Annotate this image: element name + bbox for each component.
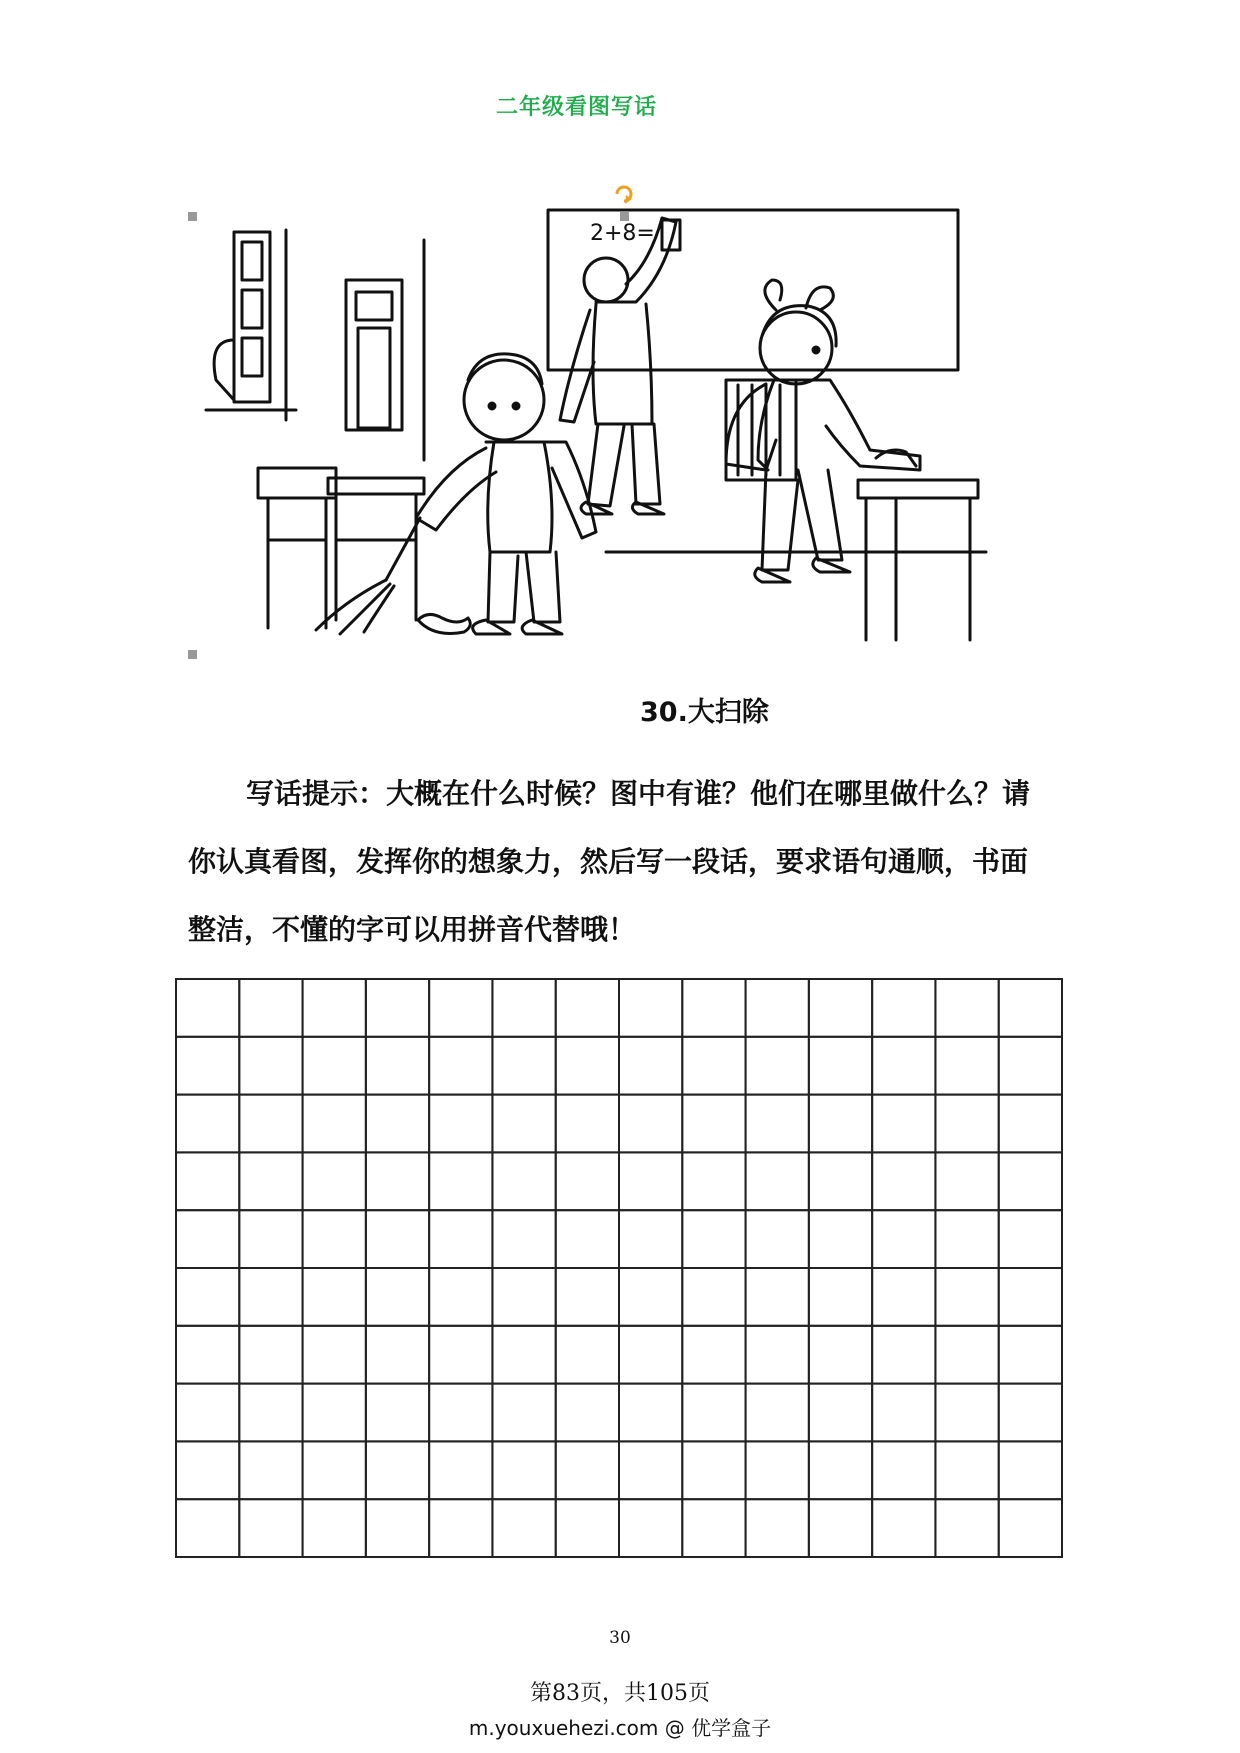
grid-cell[interactable]	[682, 1384, 745, 1442]
selection-handle-bottom-left	[188, 650, 197, 659]
grid-cell[interactable]	[492, 1499, 555, 1557]
grid-cell[interactable]	[619, 1384, 682, 1442]
grid-cell[interactable]	[809, 1095, 872, 1153]
grid-cell[interactable]	[492, 1268, 555, 1326]
classroom-cleaning-illustration	[186, 180, 998, 662]
grid-cell[interactable]	[872, 1268, 935, 1326]
grid-cell[interactable]	[176, 1210, 239, 1268]
grid-cell[interactable]	[682, 979, 745, 1037]
grid-cell[interactable]	[176, 1384, 239, 1442]
grid-cell[interactable]	[492, 1152, 555, 1210]
exercise-title: 30.大扫除	[640, 697, 769, 728]
page-info: 第83页，共105页	[530, 1681, 710, 1706]
grid-cell[interactable]	[619, 979, 682, 1037]
grid-cell[interactable]	[556, 1152, 619, 1210]
page-header: 二年级看图写话	[496, 95, 658, 120]
grid-cell[interactable]	[366, 1326, 429, 1384]
grid-cell[interactable]	[556, 1268, 619, 1326]
grid-cell[interactable]	[556, 1499, 619, 1557]
grid-cell[interactable]	[366, 1384, 429, 1442]
grid-cell[interactable]	[556, 1095, 619, 1153]
grid-cell[interactable]	[999, 1095, 1062, 1153]
prompt-line-2: 你认真看图，发挥你的想象力，然后写一段话，要求语句通顺，书面	[188, 845, 1029, 878]
grid-cell[interactable]	[872, 1384, 935, 1442]
grid-cell[interactable]	[872, 1037, 935, 1095]
grid-cell[interactable]	[239, 1268, 302, 1326]
grid-cell[interactable]	[303, 1210, 366, 1268]
writing-grid[interactable]	[175, 978, 1063, 1558]
grid-cell[interactable]	[999, 1441, 1062, 1499]
grid-cell[interactable]	[872, 1095, 935, 1153]
grid-cell[interactable]	[239, 1441, 302, 1499]
grid-cell[interactable]	[746, 1326, 809, 1384]
grid-cell[interactable]	[746, 1037, 809, 1095]
grid-cell[interactable]	[366, 1499, 429, 1557]
grid-cell[interactable]	[619, 1268, 682, 1326]
grid-cell[interactable]	[682, 1037, 745, 1095]
grid-cell[interactable]	[809, 1384, 872, 1442]
grid-cell[interactable]	[176, 1268, 239, 1326]
grid-cell[interactable]	[303, 1499, 366, 1557]
grid-cell[interactable]	[999, 1326, 1062, 1384]
grid-cell[interactable]	[809, 1210, 872, 1268]
grid-cell[interactable]	[619, 1499, 682, 1557]
grid-cell[interactable]	[619, 1326, 682, 1384]
grid-cell[interactable]	[303, 1152, 366, 1210]
grid-cell[interactable]	[176, 1095, 239, 1153]
grid-cell[interactable]	[239, 1152, 302, 1210]
grid-cell[interactable]	[239, 1326, 302, 1384]
grid-cell[interactable]	[746, 1152, 809, 1210]
grid-cell[interactable]	[429, 1210, 492, 1268]
grid-cell[interactable]	[872, 1441, 935, 1499]
grid-cell[interactable]	[429, 979, 492, 1037]
grid-cell[interactable]	[492, 1441, 555, 1499]
grid-cell[interactable]	[682, 1095, 745, 1153]
grid-cell[interactable]	[809, 979, 872, 1037]
selection-handle-top-left	[188, 212, 197, 221]
grid-cell[interactable]	[935, 1441, 998, 1499]
grid-cell[interactable]	[176, 1326, 239, 1384]
blackboard-text: 2+8=	[590, 221, 655, 246]
grid-cell[interactable]	[556, 1441, 619, 1499]
grid-cell[interactable]	[935, 1326, 998, 1384]
grid-cell[interactable]	[429, 1268, 492, 1326]
grid-cell[interactable]	[303, 979, 366, 1037]
grid-cell[interactable]	[619, 1095, 682, 1153]
grid-cell[interactable]	[682, 1268, 745, 1326]
grid-cell[interactable]	[492, 1210, 555, 1268]
grid-cell[interactable]	[999, 1268, 1062, 1326]
grid-cell[interactable]	[492, 1095, 555, 1153]
grid-cell[interactable]	[746, 1441, 809, 1499]
grid-cell[interactable]	[429, 1095, 492, 1153]
grid-cell[interactable]	[556, 1210, 619, 1268]
grid-cell[interactable]	[809, 1499, 872, 1557]
grid-cell[interactable]	[999, 1384, 1062, 1442]
site-footer: m.youxuehezi.com @ 优学盒子	[468, 1716, 772, 1740]
page-number: 30	[609, 1628, 631, 1648]
grid-cell[interactable]	[935, 1210, 998, 1268]
grid-cell[interactable]	[619, 1210, 682, 1268]
grid-cell[interactable]	[303, 1268, 366, 1326]
prompt-line-3: 整洁，不懂的字可以用拼音代替哦！	[188, 913, 637, 946]
grid-cell[interactable]	[176, 1037, 239, 1095]
grid-cell[interactable]	[935, 1499, 998, 1557]
grid-cell[interactable]	[303, 1384, 366, 1442]
prompt-line-1: 写话提示：大概在什么时候？图中有谁？他们在哪里做什么？请	[246, 777, 1031, 810]
grid-cell[interactable]	[935, 1095, 998, 1153]
grid-cell[interactable]	[619, 1152, 682, 1210]
grid-cell[interactable]	[872, 1499, 935, 1557]
grid-cell[interactable]	[809, 1268, 872, 1326]
grid-cell[interactable]	[492, 1326, 555, 1384]
grid-cell[interactable]	[682, 1326, 745, 1384]
grid-cell[interactable]	[935, 1384, 998, 1442]
grid-cell[interactable]	[809, 1037, 872, 1095]
grid-cell[interactable]	[619, 1441, 682, 1499]
grid-cell[interactable]	[366, 1037, 429, 1095]
grid-cell[interactable]	[746, 1499, 809, 1557]
grid-cell[interactable]	[746, 979, 809, 1037]
grid-cell[interactable]	[746, 1095, 809, 1153]
grid-cell[interactable]	[429, 1499, 492, 1557]
grid-cell[interactable]	[492, 979, 555, 1037]
grid-cell[interactable]	[809, 1441, 872, 1499]
grid-cell[interactable]	[935, 1037, 998, 1095]
rotate-handle-icon	[617, 187, 632, 204]
grid-cell[interactable]	[935, 979, 998, 1037]
grid-cell[interactable]	[429, 1037, 492, 1095]
grid-cell[interactable]	[999, 1499, 1062, 1557]
grid-cell[interactable]	[366, 1095, 429, 1153]
grid-cell[interactable]	[239, 1037, 302, 1095]
grid-cell[interactable]	[239, 1210, 302, 1268]
grid-cell[interactable]	[682, 1499, 745, 1557]
grid-cell[interactable]	[239, 1499, 302, 1557]
grid-cell[interactable]	[746, 1384, 809, 1442]
grid-cell[interactable]	[556, 1326, 619, 1384]
grid-cell[interactable]	[429, 1326, 492, 1384]
selection-handle-top	[620, 212, 629, 221]
grid-cell[interactable]	[303, 1037, 366, 1095]
grid-cell[interactable]	[366, 1268, 429, 1326]
grid-cell[interactable]	[872, 1152, 935, 1210]
grid-cell[interactable]	[303, 1095, 366, 1153]
grid-cell[interactable]	[239, 979, 302, 1037]
grid-cell[interactable]	[809, 1326, 872, 1384]
grid-cell[interactable]	[556, 1384, 619, 1442]
grid-cell[interactable]	[239, 1095, 302, 1153]
grid-cell[interactable]	[366, 1441, 429, 1499]
grid-cell[interactable]	[239, 1384, 302, 1442]
grid-cell[interactable]	[935, 1268, 998, 1326]
writing-prompt	[188, 760, 1058, 964]
grid-cell[interactable]	[556, 1037, 619, 1095]
grid-cell[interactable]	[999, 1210, 1062, 1268]
grid-cell[interactable]	[999, 979, 1062, 1037]
grid-cell[interactable]	[366, 1152, 429, 1210]
grid-cell[interactable]	[872, 1326, 935, 1384]
grid-cell[interactable]	[492, 1384, 555, 1442]
grid-cell[interactable]	[429, 1441, 492, 1499]
grid-cell[interactable]	[619, 1037, 682, 1095]
grid-cell[interactable]	[176, 979, 239, 1037]
grid-cell[interactable]	[746, 1268, 809, 1326]
grid-cell[interactable]	[746, 1210, 809, 1268]
grid-cell[interactable]	[176, 1441, 239, 1499]
grid-cell[interactable]	[176, 1152, 239, 1210]
grid-cell[interactable]	[682, 1210, 745, 1268]
grid-cell[interactable]	[999, 1152, 1062, 1210]
grid-cell[interactable]	[366, 979, 429, 1037]
grid-cell[interactable]	[429, 1152, 492, 1210]
grid-cell[interactable]	[872, 979, 935, 1037]
grid-cell[interactable]	[492, 1037, 555, 1095]
grid-cell[interactable]	[999, 1037, 1062, 1095]
grid-cell[interactable]	[872, 1210, 935, 1268]
grid-cell[interactable]	[809, 1152, 872, 1210]
grid-cell[interactable]	[429, 1384, 492, 1442]
grid-cell[interactable]	[682, 1441, 745, 1499]
grid-cell[interactable]	[303, 1326, 366, 1384]
grid-cell[interactable]	[556, 979, 619, 1037]
grid-cell[interactable]	[935, 1152, 998, 1210]
grid-cell[interactable]	[176, 1499, 239, 1557]
grid-cell[interactable]	[303, 1441, 366, 1499]
grid-cell[interactable]	[682, 1152, 745, 1210]
grid-cell[interactable]	[366, 1210, 429, 1268]
